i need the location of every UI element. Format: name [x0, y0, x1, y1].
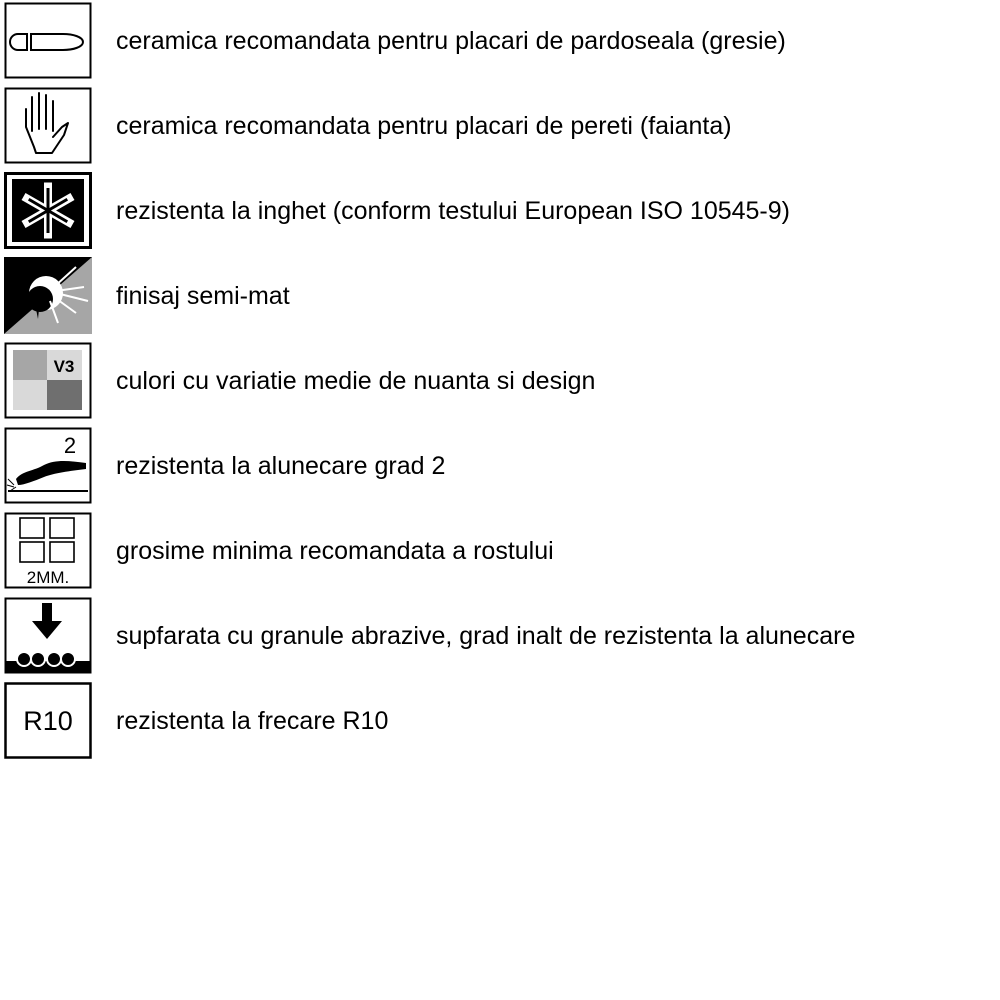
legend-item-label: supfarata cu granule abrazive, grad inalt de rezistenta la alunecare	[116, 622, 856, 650]
legend-item-semi-matte	[4, 257, 994, 342]
legend-item-slip-resistance	[4, 427, 994, 512]
legend-item-label: finisaj semi-mat	[116, 282, 290, 310]
legend-item-label: culori cu variatie medie de nuanta si design	[116, 367, 596, 395]
shade-variation-icon	[4, 342, 92, 419]
snowflake-icon	[4, 172, 92, 249]
semi-matte-finish-icon	[4, 257, 92, 334]
legend-item-label: ceramica recomandata pentru placari de pereti (faianta)	[116, 112, 732, 140]
legend-item-label: rezistenta la frecare R10	[116, 707, 389, 735]
shoe-sole-icon	[4, 2, 92, 79]
legend-item-wall-tiles	[4, 87, 994, 172]
legend-item-floor-tiles	[4, 2, 994, 87]
legend-item-abrasive-surface	[4, 597, 994, 682]
shade-variation-badge: V3	[53, 357, 75, 376]
slip-grade-badge: 2	[63, 433, 77, 458]
legend-item-shade-variation	[4, 342, 994, 427]
legend-item-label: rezistenta la inghet (conform testului European ISO 10545-9)	[116, 197, 790, 225]
slip-resistance-icon	[4, 427, 92, 504]
legend-item-label: grosime minima recomandata a rostului	[116, 537, 554, 565]
r10-badge: R10	[23, 706, 73, 736]
joint-width-icon	[4, 512, 92, 589]
icon-legend	[4, 2, 994, 767]
legend-item-joint-width	[4, 512, 994, 597]
hand-icon	[4, 87, 92, 164]
legend-item-frost-resistance	[4, 172, 994, 257]
legend-item-label: ceramica recomandata pentru placari de pardoseala (gresie)	[116, 27, 786, 55]
joint-width-badge: 2MM.	[26, 568, 70, 587]
abrasive-granules-icon	[4, 597, 92, 674]
r10-friction-icon	[4, 682, 92, 759]
legend-item-r10-friction	[4, 682, 994, 767]
legend-item-label: rezistenta la alunecare grad 2	[116, 452, 446, 480]
